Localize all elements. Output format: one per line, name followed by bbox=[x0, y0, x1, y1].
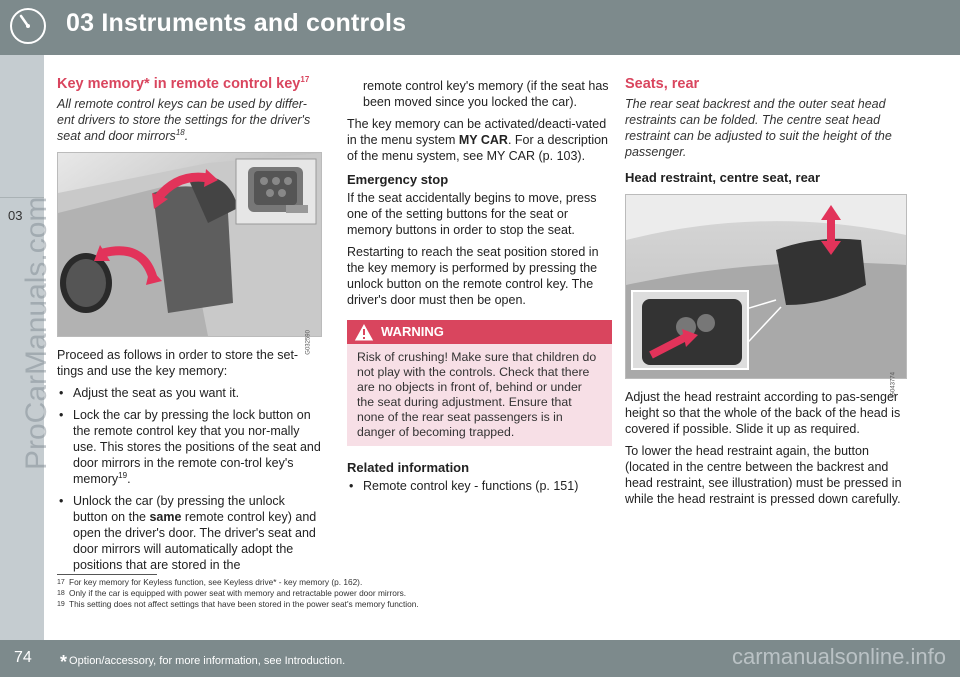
warning-text: Risk of crushing! Make sure that children do not play with the controls. Check that there are no objects in front of, behind or under the seat during adjustment. Ensure that none of the rear seat passengers is in danger of becoming trapped. bbox=[357, 350, 597, 439]
subheading-related-information: Related information bbox=[347, 460, 470, 475]
image-reference-code: G043774 bbox=[891, 372, 897, 397]
warning-triangle-icon bbox=[353, 322, 375, 342]
warning-box bbox=[347, 320, 612, 446]
bottom-watermark: carmanualsonline.info bbox=[731, 644, 946, 669]
key-memory-intro: All remote control keys can be used by differ-ent drivers to store the settings for the driver's seat and door mirrors$^{18}$. bbox=[57, 97, 311, 143]
key-memory-illustration bbox=[57, 152, 322, 355]
related-links bbox=[347, 478, 612, 494]
image-reference-code: G032590 bbox=[306, 330, 312, 355]
side-chapter-number: 03 bbox=[8, 208, 23, 223]
section-heading-key-memory: Key memory* in remote control key$^{17}$ bbox=[57, 75, 310, 92]
menu-activation-text: The key memory can be activated/deacti-vated in the menu system MY CAR. For a description of the menu system, see MY CAR (p. 103). bbox=[347, 117, 608, 163]
rear-seat-image bbox=[626, 195, 906, 378]
speedometer-icon bbox=[8, 6, 48, 46]
column-key-memory bbox=[57, 70, 322, 579]
footnotes bbox=[57, 577, 917, 610]
seats-rear-intro: The rear seat backrest and the outer seat head restraints can be folded. The centre seat head restraint can be adjusted to suit the height of the passenger. bbox=[625, 97, 892, 159]
footer-option-note: * Option/accessory, for more information, see Introduction. bbox=[60, 652, 346, 672]
footnote-rule bbox=[57, 574, 157, 575]
side-watermark: ProCarManuals.com bbox=[20, 196, 53, 470]
subheading-head-restraint: Head restraint, centre seat, rear bbox=[625, 170, 821, 185]
column-seats-rear bbox=[625, 70, 907, 513]
footnote: 19 This setting does not affect settings that have been stored in the power seat's memory function. bbox=[57, 599, 419, 609]
key-memory-steps-cont bbox=[347, 78, 612, 110]
warning-title: WARNING bbox=[381, 324, 444, 339]
list-item: • Adjust the seat as you want it. bbox=[57, 385, 322, 401]
page-header bbox=[0, 0, 960, 55]
list-item: • Lock the car by pressing the lock button on the remote control key that you nor-mally use. This stores the positions of the seat and door mirrors in the remote con-trol key's memory$^{19}$. bbox=[57, 407, 322, 487]
related-link-remote-key[interactable]: • Remote control key - functions (p. 151) bbox=[347, 478, 612, 494]
warning-header bbox=[347, 320, 612, 344]
column-key-memory-cont bbox=[347, 70, 612, 500]
restart-text: Restarting to reach the seat position stored in the key memory is performed by pressing the unlock button on the remote control key. The driver's door must then be open. bbox=[347, 245, 599, 307]
footnote: 17 For key memory for Keyless function, see Keyless drive* - key memory (p. 162). bbox=[57, 577, 363, 587]
footnote: 18 Only if the car is equipped with power seat with memory and retractable power door mirrors. bbox=[57, 588, 407, 598]
key-memory-procedure: Proceed as follows in order to store the set-tings and use the key memory: bbox=[57, 348, 299, 378]
subheading-emergency-stop: Emergency stop bbox=[347, 172, 449, 187]
page-number: 74 bbox=[14, 649, 32, 666]
car-door-seat-image bbox=[58, 153, 321, 336]
head-restraint-adjust-text: Adjust the head restraint according to pas-senger height so that the whole of the back of the head is covered if possible. Slide it up as required. bbox=[625, 390, 901, 436]
head-restraint-illustration bbox=[625, 194, 907, 397]
section-heading-seats-rear: Seats, rear bbox=[625, 76, 700, 92]
emergency-stop-text: If the seat accidentally begins to move, press one of the setting buttons for the seat or memory buttons in order to stop the seat. bbox=[347, 191, 597, 237]
key-memory-steps bbox=[57, 385, 322, 573]
head-restraint-lower-text: To lower the head restraint again, the button (located in the centre between the backrest and head restraint, see illustration) must be pressed in while the head restraint is pressed down carefully. bbox=[625, 444, 902, 506]
list-item: • Unlock the car (by pressing the unlock button on the same remote control key) and open the driver's door. The driver's seat and door mirrors will automatically adopt the positions that are stored in the bbox=[57, 493, 322, 573]
chapter-title: 03 Instruments and controls bbox=[66, 9, 407, 37]
list-item-continuation: remote control key's memory (if the seat has been moved since you locked the car). bbox=[363, 79, 609, 109]
